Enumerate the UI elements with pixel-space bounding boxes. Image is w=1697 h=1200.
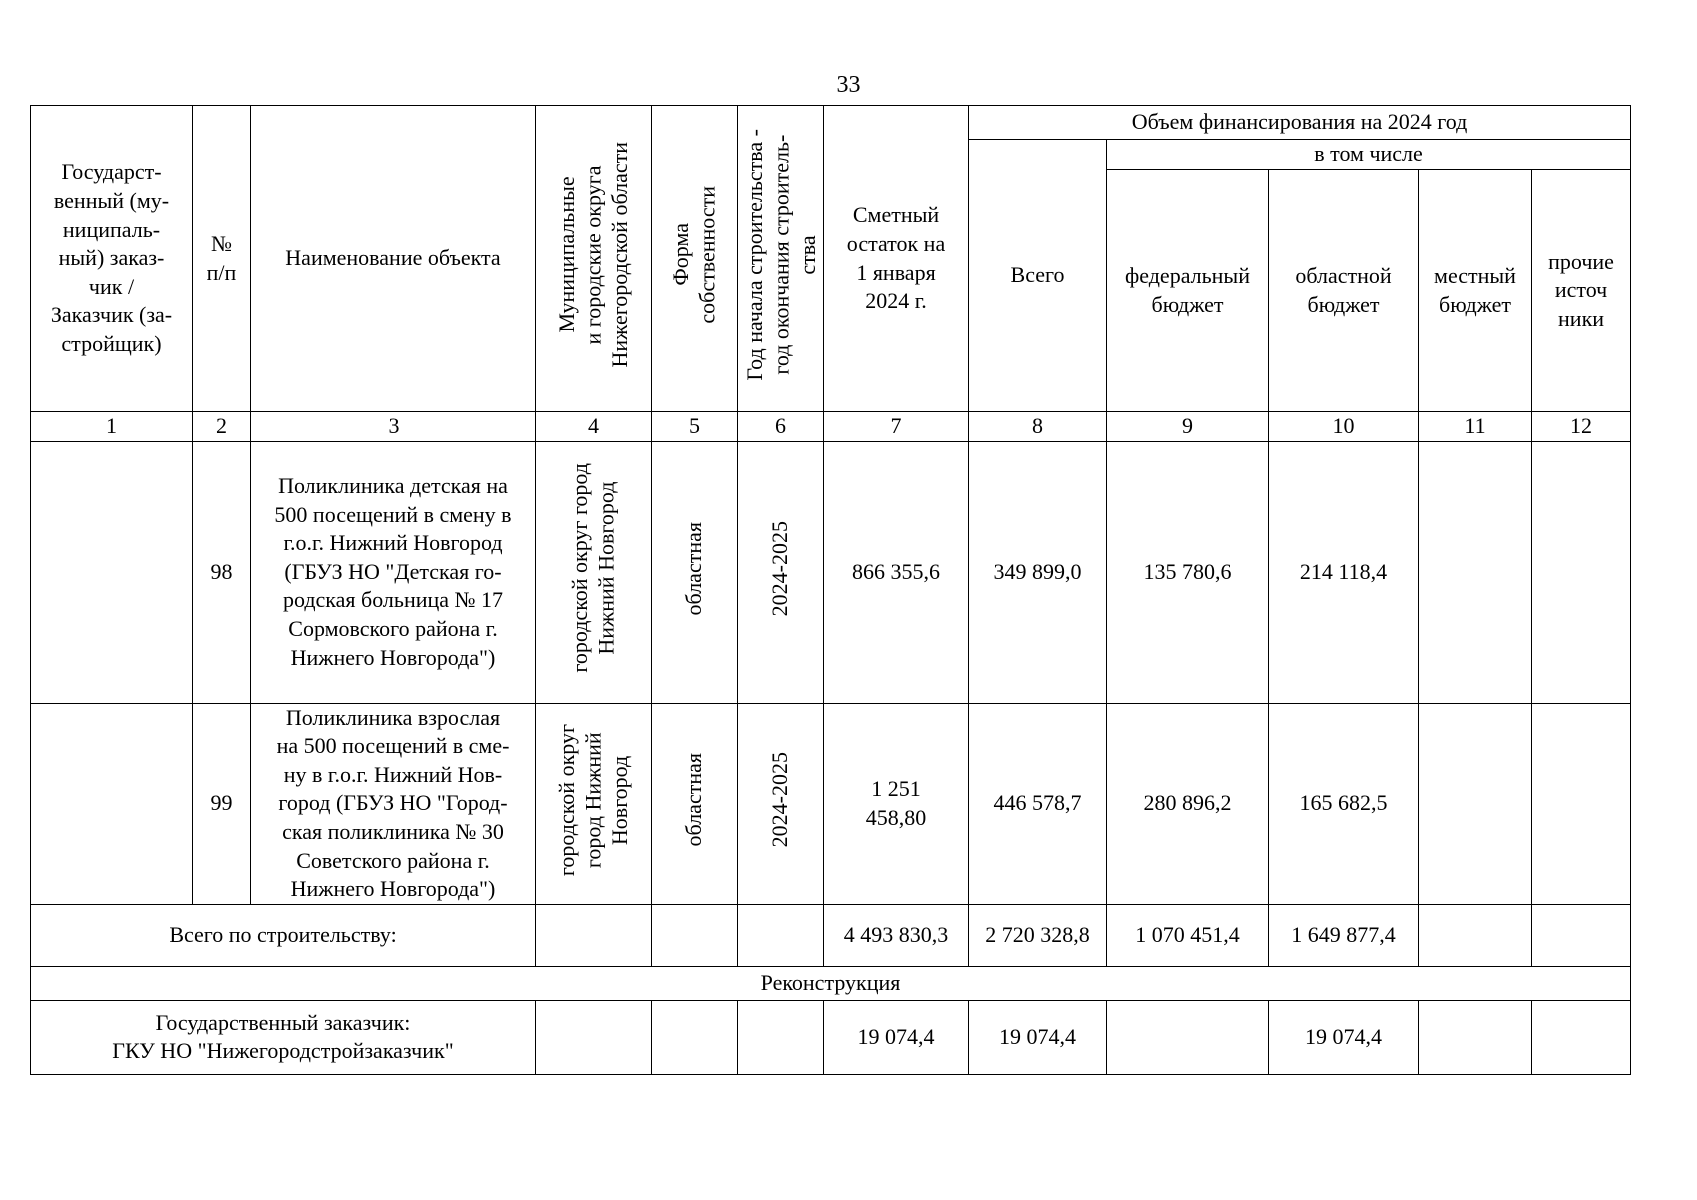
row-federal: 135 780,6 [1107,441,1269,703]
column-number: 3 [251,412,536,442]
row-other [1532,703,1631,904]
row-balance: 866 355,6 [824,441,969,703]
total-empty [536,904,652,966]
column-number: 6 [738,412,824,442]
row-years [738,441,824,703]
row-number: 98 [193,441,251,703]
total-row [31,904,1631,966]
total-local [1419,904,1532,966]
header-total: Всего [969,140,1107,412]
header-other: прочие источ ники [1532,170,1631,412]
header-funding-group: Объем финансирования на 2024 год [969,106,1631,140]
header-local: местный бюджет [1419,170,1532,412]
header-municipality-text: Муниципальные и городские округа Нижегородской области [553,141,632,368]
customer-label: Государственный заказчик: ГКУ НО "Нижегородстройзаказчик" [31,1000,536,1074]
header-years [738,106,824,412]
customer-balance: 19 074,4 [824,1000,969,1074]
header-ownership [652,106,738,412]
row-ownership-text: областная [681,521,707,616]
row-number: 99 [193,703,251,904]
header-including: в том числе [1107,140,1631,170]
row-balance: 1 251 458,80 [824,703,969,904]
header-regional: областной бюджет [1269,170,1419,412]
row-regional: 214 118,4 [1269,441,1419,703]
customer-regional: 19 074,4 [1269,1000,1419,1074]
customer-row [31,1000,1631,1074]
row-local [1419,441,1532,703]
section-title: Реконструкция [31,966,1631,1000]
row-years-text: 2024-2025 [767,752,793,848]
table-row [31,441,1631,703]
header-balance: Сметный остаток на 1 января 2024 г. [824,106,969,412]
row-local [1419,703,1532,904]
customer-empty [738,1000,824,1074]
customer-other [1532,1000,1631,1074]
column-number: 12 [1532,412,1631,442]
row-municipality [536,703,652,904]
row-municipality [536,441,652,703]
row-ownership [652,703,738,904]
total-total: 2 720 328,8 [969,904,1107,966]
customer-federal [1107,1000,1269,1074]
header-object-name: Наименование объекта [251,106,536,412]
header-ownership-text: Форма собственности [668,185,720,324]
column-number: 11 [1419,412,1532,442]
column-number: 5 [652,412,738,442]
row-years-text: 2024-2025 [767,520,793,616]
row-object-name: Поликлиника взрослая на 500 посещений в сме- ну в г.о.г. Нижний Нов- город (ГБУЗ НО "Город- ская поликлиника № 30 Советского района г. Нижнего Новгорода") [251,703,536,904]
header-years-text: Год начала строительства - год окончания строитель- ства [742,128,820,381]
total-other [1532,904,1631,966]
header-row-1 [31,106,1631,140]
table-row [31,703,1631,904]
row-regional: 165 682,5 [1269,703,1419,904]
row-customer [31,703,193,904]
column-number: 4 [536,412,652,442]
total-empty [738,904,824,966]
customer-empty [536,1000,652,1074]
financing-table [30,105,1631,1075]
header-municipality [536,106,652,412]
row-customer [31,441,193,703]
page-number: 33 [836,72,861,98]
column-number: 2 [193,412,251,442]
column-number: 9 [1107,412,1269,442]
row-municipality-text: городской округ город Нижний Новгород [553,723,632,876]
total-regional: 1 649 877,4 [1269,904,1419,966]
header-customer: Государст- венный (му- ниципаль- ный) заказ- чик / Заказчик (за- стройщик) [31,106,193,412]
column-number: 7 [824,412,969,442]
customer-total: 19 074,4 [969,1000,1107,1074]
row-total: 446 578,7 [969,703,1107,904]
row-ownership [652,441,738,703]
header-number: № п/п [193,106,251,412]
header-federal: федеральный бюджет [1107,170,1269,412]
section-row [31,966,1631,1000]
row-other [1532,441,1631,703]
row-object-name: Поликлиника детская на 500 посещений в смену в г.о.г. Нижний Новгород (ГБУЗ НО "Детская го- родская больница № 17 Сормовского района г. Нижнего Новгорода") [251,441,536,703]
row-total: 349 899,0 [969,441,1107,703]
customer-empty [652,1000,738,1074]
total-label: Всего по строительству: [31,904,536,966]
column-number: 8 [969,412,1107,442]
row-municipality-text: городской округ город Нижний Новгород [567,463,619,674]
total-balance: 4 493 830,3 [824,904,969,966]
row-ownership-text: областная [681,753,707,847]
column-number: 1 [31,412,193,442]
total-federal: 1 070 451,4 [1107,904,1269,966]
row-years [738,703,824,904]
column-numbers-row [31,412,1631,442]
customer-local [1419,1000,1532,1074]
row-federal: 280 896,2 [1107,703,1269,904]
column-number: 10 [1269,412,1419,442]
total-empty [652,904,738,966]
